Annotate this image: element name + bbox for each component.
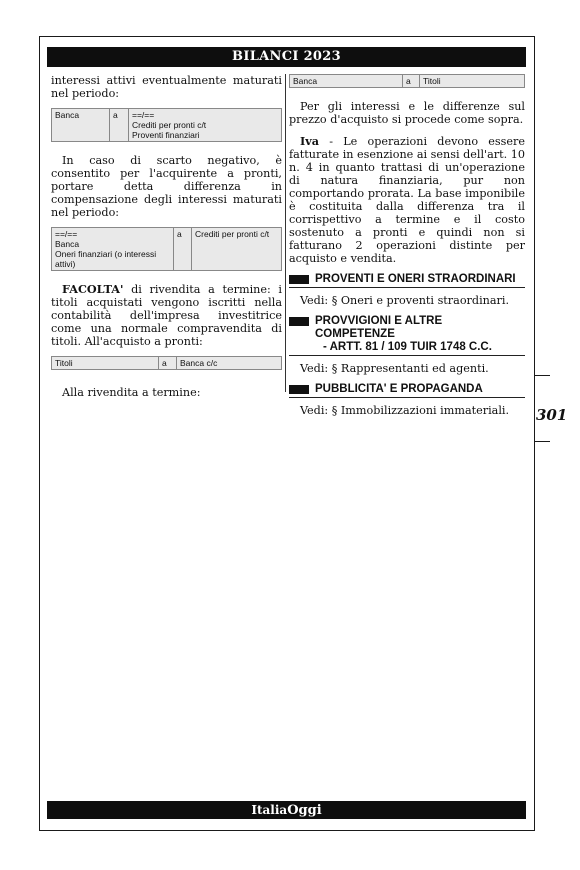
heading-square-icon — [289, 275, 309, 284]
separator-cell: a — [110, 109, 129, 141]
section-title-line: - ARTT. 81 / 109 TUIR 1748 C.C. — [323, 341, 492, 353]
see-reference: Vedi: § Immobilizzazioni immateriali. — [300, 404, 510, 417]
journal-entry — [51, 356, 282, 370]
section-heading — [289, 273, 525, 288]
credit-line: Proventi finanziari — [132, 130, 200, 140]
edge-tab-line — [535, 441, 550, 832]
running-header: BILANCI 2023 — [47, 47, 526, 67]
journal-entry — [289, 74, 525, 88]
section-title — [315, 315, 525, 354]
debit-line: ==/== — [55, 229, 78, 239]
credit-cell: Titoli — [423, 76, 441, 86]
debit-line: Banca — [55, 239, 80, 249]
credit-cell: Banca c/c — [180, 358, 218, 368]
credit-cell: Crediti per pronti c/t — [195, 229, 270, 239]
running-footer — [47, 801, 526, 819]
separator-cell: a — [403, 75, 420, 87]
edge-tab-line — [535, 375, 550, 376]
paragraph: interessi attivi eventualmente maturati nel periodo: — [51, 74, 282, 100]
section-title: PUBBLICITA' E PROPAGANDA — [315, 383, 483, 395]
paragraph: In caso di scarto negativo, è consentito per l'acquirente a pronti, portare detta differenza in compensazione degli interessi maturati nel periodo: — [51, 154, 282, 219]
page-number: 301 — [536, 406, 568, 424]
bold-lead: Iva — [300, 134, 319, 148]
paragraph — [51, 283, 282, 348]
credit-line: Crediti per pronti c/t — [132, 120, 207, 130]
right-column — [289, 74, 525, 417]
bold-lead: FACOLTA' — [62, 282, 124, 296]
paragraph — [289, 135, 525, 265]
paragraph-text: - Le operazioni devono essere fatturate in esenzione ai sensi dell'art. 10 n. 4 in quanto trattasi di un'operazione di natura finanziaria, pur non comportando prorata. La base imponibile è costituita dalla differenza tra il corrispettivo a termine e il costo sostenuto a pronti e quindi non si fatturano 2 operazioni distinte per acquisto e vendita. — [289, 135, 525, 265]
debit-line: Oneri finanziari (o interessi attivi) — [55, 249, 157, 269]
brand-logo-part: Italia — [251, 803, 288, 817]
credit-cell — [129, 109, 281, 141]
section-heading — [289, 383, 525, 398]
section-title-line: PROVVIGIONI E ALTRE COMPETENZE — [315, 315, 443, 340]
journal-entry — [51, 108, 282, 142]
separator-cell: a — [159, 357, 177, 369]
see-reference: Vedi: § Oneri e proventi straordinari. — [300, 294, 509, 307]
journal-entry — [51, 227, 282, 271]
paragraph: Alla rivendita a termine: — [62, 386, 201, 399]
heading-square-icon — [289, 385, 309, 394]
brand-logo-part: Oggi — [287, 803, 322, 818]
debit-cell: Banca — [290, 75, 403, 87]
paragraph: Per gli interessi e le differenze sul prezzo d'acquisto si procede come sopra. — [289, 100, 525, 126]
left-column — [51, 74, 282, 399]
paragraph-text: di rivendita a termine: i titoli acquistati vengono iscritti nella contabilità dell'impresa investitrice come una normale compravendita di titoli. All'acquisto a pronti: — [51, 283, 282, 348]
debit-cell: Titoli — [52, 357, 159, 369]
section-heading — [289, 315, 525, 356]
separator-cell: a — [174, 228, 192, 270]
credit-line: ==/== — [132, 110, 155, 120]
column-divider — [285, 74, 286, 392]
debit-cell — [52, 228, 174, 270]
section-title: PROVENTI E ONERI STRAORDINARI — [315, 273, 516, 285]
see-reference: Vedi: § Rappresentanti ed agenti. — [300, 362, 489, 375]
debit-cell: Banca — [52, 109, 110, 141]
heading-square-icon — [289, 317, 309, 326]
